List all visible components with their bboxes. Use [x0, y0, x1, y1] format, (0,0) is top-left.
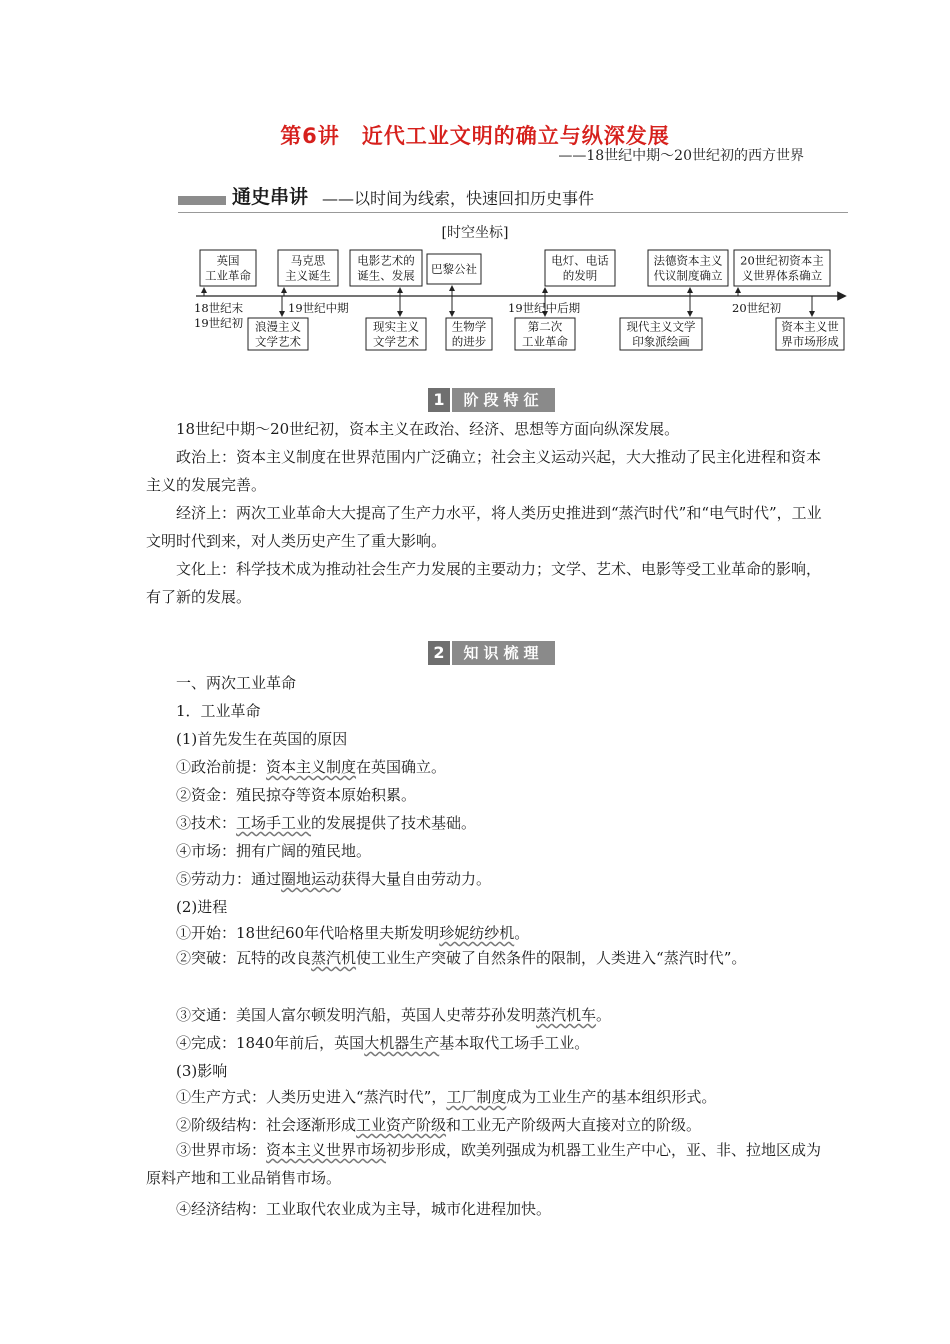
section-badge-1 [428, 388, 555, 412]
section-number: 2 [428, 641, 450, 665]
section-badge-2 [428, 641, 555, 665]
bottom-event-box-text: 第二次 [527, 319, 563, 334]
top-event-box-text: 电灯、电话 [551, 253, 609, 268]
top-event-box-text: 巴黎公社 [431, 262, 477, 276]
process-start: ①开始：18世纪60年代哈格里夫斯发明珍妮纺纱机。 [176, 924, 530, 942]
feature-culture: 文化上：科学技术成为推动社会生产力发展的主要动力；文学、艺术、电影等受工业革命的影响，有了新的发展。 [146, 560, 822, 606]
bottom-event-box-text: 浪漫主义 [255, 319, 301, 334]
process-transport: ③交通：美国人富尔顿发明汽船，英国人史蒂芬孙发明蒸汽机车。 [176, 1006, 612, 1024]
section-label: 阶段特征 [452, 388, 555, 412]
impact-economy: ④经济结构：工业取代农业成为主导，城市化进程加快。 [176, 1200, 552, 1218]
outline-heading-2: 1．工业革命 [176, 702, 261, 720]
page-subtitle: ——18世纪中期～20世纪初的西方世界 [558, 148, 804, 164]
bottom-event-box-text: 现实主义 [373, 319, 419, 334]
top-event-box-text: 诞生、发展 [357, 268, 415, 283]
top-event-box-text: 法德资本主义 [653, 253, 723, 268]
reason-capital: ②资金：殖民掠夺等资本原始积累。 [176, 786, 417, 804]
impact-title: (3)影响 [176, 1062, 228, 1080]
bottom-event-box-text: 现代主义文学 [626, 319, 696, 334]
section-label: 知识梳理 [452, 641, 555, 665]
banner-description: ——以时间为线索，快速回扣历史事件 [322, 189, 595, 208]
bottom-event-box-text: 生物学 [451, 319, 487, 334]
bottom-event-box-text: 资本主义世 [781, 319, 839, 334]
top-event-box-text: 主义诞生 [285, 268, 331, 283]
process-breakthrough: ②突破：瓦特的改良蒸汽机使工业生产突破了自然条件的限制，人类进入“蒸汽时代”。 [176, 949, 747, 967]
bottom-event-box-text: 界市场形成 [781, 334, 839, 349]
time-label: 18世纪末 [194, 301, 244, 315]
top-event-box-text: 工业革命 [205, 268, 251, 283]
feature-politics: 政治上：资本主义制度在世界范围内广泛确立；社会主义运动兴起，大大推动了民主化进程和资本主义的发展完善。 [146, 448, 822, 494]
process-completion: ④完成：1840年前后，英国大机器生产基本取代工场手工业。 [176, 1034, 590, 1052]
timeline-diagram [0, 0, 950, 360]
time-label: 19世纪中后期 [508, 301, 581, 315]
impact-production: ①生产方式：人类历史进入“蒸汽时代”，工厂制度成为工业生产的基本组织形式。 [176, 1088, 717, 1106]
bottom-event-box-text: 的进步 [451, 334, 487, 349]
time-label: 19世纪中期 [288, 301, 349, 315]
outline-heading-1: 一、两次工业革命 [176, 674, 297, 692]
impact-class: ②阶级结构：社会逐渐形成工业资产阶级和工业无产阶级两大直接对立的阶级。 [176, 1116, 702, 1134]
reason-politics: ①政治前提：资本主义制度在英国确立。 [176, 758, 447, 776]
reason-labor: ⑤劳动力：通过圈地运动获得大量自由劳动力。 [176, 870, 492, 888]
feature-economy: 经济上：两次工业革命大大提高了生产力水平，将人类历史推进到“蒸汽时代”和“电气时代”，工业文明时代到来，对人类历史产生了重大影响。 [146, 504, 822, 550]
top-event-box-text: 的发明 [562, 268, 598, 283]
reason-market: ④市场：拥有广阔的殖民地。 [176, 842, 372, 860]
bottom-event-box-text: 印象派绘画 [632, 334, 690, 349]
top-event-box-text: 马克思 [290, 253, 326, 268]
top-event-box-text: 电影艺术的 [357, 253, 415, 268]
top-event-box-text: 代议制度确立 [653, 268, 723, 283]
process-title: (2)进程 [176, 898, 228, 916]
bottom-event-box-text: 工业革命 [522, 334, 568, 349]
section-number: 1 [428, 388, 450, 412]
page-title: 第6讲 近代工业文明的确立与纵深发展 [280, 124, 670, 148]
top-event-box-text: 英国 [216, 253, 240, 268]
top-event-box-text: 义世界体系确立 [741, 268, 823, 283]
timeline-label: [时空坐标] [441, 225, 509, 241]
bottom-event-box-text: 文学艺术 [255, 334, 301, 349]
time-label: 20世纪初 [732, 301, 782, 315]
reasons-title: (1)首先发生在英国的原因 [176, 730, 348, 748]
top-event-box-text: 20世纪初资本主 [740, 253, 824, 268]
bottom-event-box-text: 文学艺术 [373, 334, 419, 349]
feature-intro: 18世纪中期～20世纪初，资本主义在政治、经济、思想等方面向纵深发展。 [176, 420, 680, 438]
impact-world-market: ③世界市场：资本主义世界市场初步形成，欧美列强成为机器工业生产中心，亚、非、拉地区成为原料产地和工业品销售市场。 [146, 1141, 822, 1187]
reason-technology: ③技术：工场手工业的发展提供了技术基础。 [176, 814, 477, 832]
time-label: 19世纪初 [194, 316, 244, 330]
banner-heading: 通史串讲 [232, 186, 309, 208]
